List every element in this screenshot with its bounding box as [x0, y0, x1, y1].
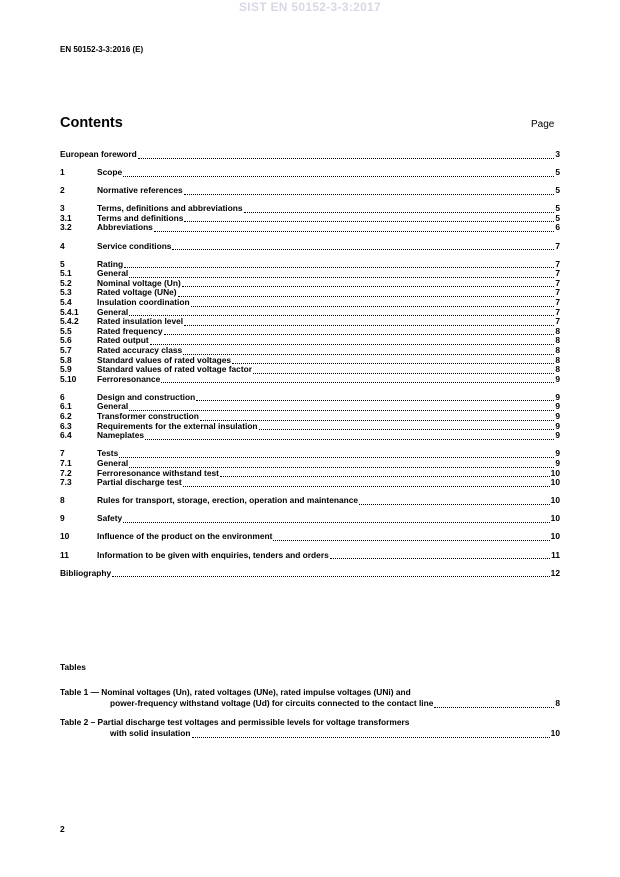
toc-entry-number: 5.9 [60, 364, 72, 375]
leader-dots [182, 279, 555, 287]
toc-entry-page: 7 [555, 316, 560, 327]
leader-dots [161, 375, 554, 383]
page-number: 2 [60, 824, 65, 834]
toc-entry[interactable] [60, 298, 560, 308]
toc-entry-title: Abbreviations [97, 222, 153, 233]
toc-entry-title: Transformer construction [97, 411, 199, 422]
leader-dots [184, 318, 554, 326]
toc-table-page: 10 [550, 728, 560, 738]
toc-table-entry[interactable] [60, 717, 560, 739]
document-header: EN 50152-3-3:2016 (E) [60, 45, 144, 54]
toc-entry-number: 11 [60, 549, 69, 560]
toc-entry-page: 5 [555, 212, 560, 223]
leader-dots [330, 551, 550, 559]
toc-entry-page: 9 [555, 448, 560, 459]
toc-entry-title: General [97, 306, 129, 317]
toc-entry-title: Nominal voltage (Un) [97, 277, 181, 288]
toc-entry-number: 6 [60, 391, 65, 402]
toc-entry-title: Terms, definitions and abbreviations [97, 203, 243, 214]
toc-entry[interactable] [60, 431, 560, 441]
toc-entry-page: 3 [555, 149, 560, 159]
leader-dots [434, 700, 554, 708]
toc-entry-page: 9 [555, 411, 560, 422]
toc-entry[interactable] [60, 532, 560, 542]
toc-entry-number: 7.2 [60, 467, 72, 478]
toc-entry[interactable] [60, 449, 560, 459]
toc-entry-title: Rules for transport, storage, erection, operation and maintenance [97, 495, 359, 506]
leader-dots [253, 366, 554, 374]
toc-entry-page: 9 [555, 373, 560, 384]
toc-entry[interactable] [60, 478, 560, 488]
toc-entry-title: Rating [97, 258, 124, 269]
toc-entry-page: 7 [555, 277, 560, 288]
toc-entry-number: 5.7 [60, 345, 72, 355]
page-column-label: Page [531, 119, 555, 130]
leader-dots [359, 497, 550, 505]
toc-entry-number: 5.4.1 [60, 306, 79, 317]
toc-entry[interactable] [60, 459, 560, 469]
toc-entry-number: 5.4.2 [60, 316, 79, 327]
toc-entry-number: 3 [60, 203, 65, 214]
toc-entry-page: 9 [555, 420, 560, 431]
toc-entry-page: 5 [555, 203, 560, 214]
leader-dots [244, 205, 555, 213]
leader-dots [124, 260, 554, 268]
toc-entry-page: 7 [555, 287, 560, 298]
toc-entry[interactable] [60, 168, 560, 178]
leader-dots [196, 393, 554, 401]
toc-entry-title: Insulation coordination [97, 297, 190, 308]
toc-entry[interactable] [60, 514, 560, 524]
leader-dots [172, 242, 554, 250]
toc-entry-title: Nameplates [97, 430, 145, 441]
toc-entry-title: Standard values of rated voltages [97, 354, 232, 365]
toc-entry[interactable] [60, 269, 560, 279]
toc-entry-title: Requirements for the external insulation [97, 420, 258, 431]
toc-entry-page: 7 [555, 297, 560, 308]
leader-dots [129, 460, 554, 468]
toc-entry-page: 10 [550, 531, 560, 542]
leader-dots [129, 270, 554, 278]
toc-entry-page: 8 [555, 335, 560, 346]
watermark: SIST EN 50152-3-3:2017 [238, 0, 381, 14]
toc-entry-number: 5.8 [60, 354, 72, 365]
toc-entry-number: 6.3 [60, 420, 72, 431]
toc-table-title-line1: Table 2 – Partial discharge test voltages and permissible levels for voltage transformers [60, 717, 410, 727]
page-title: Contents [60, 115, 123, 131]
toc-entry-number: 5.2 [60, 277, 72, 288]
toc-entry-title: Safety [97, 513, 123, 524]
toc-entry-title: Bibliography [60, 567, 112, 578]
toc-entry-number: 6.2 [60, 411, 72, 422]
toc-entry-page: 9 [555, 391, 560, 402]
toc-entry-page: 10 [550, 467, 560, 478]
toc-entry-page: 8 [555, 325, 560, 336]
toc-entry-page: 9 [555, 457, 560, 468]
toc-entry-number: 6.4 [60, 430, 72, 441]
toc-entry-number: 7.1 [60, 457, 72, 468]
leader-dots [123, 515, 550, 523]
toc-entry-page: 12 [550, 567, 560, 578]
toc-entry[interactable] [60, 569, 560, 579]
toc-entry[interactable] [60, 260, 560, 270]
toc-entry-number: 2 [60, 185, 65, 196]
toc-entry-title: Service conditions [97, 240, 172, 251]
leader-dots [154, 224, 554, 232]
leader-dots [220, 469, 550, 477]
leader-dots [183, 479, 550, 487]
tables-heading: Tables [60, 662, 86, 672]
toc-entry-page: 10 [550, 477, 560, 488]
toc-entry[interactable] [60, 402, 560, 412]
toc-entry-title: Ferroresonance withstand test [97, 467, 219, 478]
toc-entry-title: Rated insulation level [97, 316, 184, 327]
toc-entry-page: 10 [550, 495, 560, 506]
toc-entry[interactable] [60, 308, 560, 318]
leader-dots [119, 450, 554, 458]
toc-entry[interactable] [60, 551, 560, 561]
toc-table-title-line1: Table 1 — Nominal voltages (Un), rated voltages (UNe), rated impulse voltages (UNi) and [60, 687, 411, 697]
toc-entry-page: 7 [555, 240, 560, 251]
leader-dots [112, 569, 549, 577]
toc-entry-number: 5.10 [60, 373, 77, 384]
leader-dots [184, 214, 554, 222]
toc-entry-number: 5 [60, 258, 65, 269]
toc-entry-number: 4 [60, 240, 65, 251]
toc-entry-title: Scope [97, 167, 123, 178]
leader-dots [123, 169, 554, 177]
toc-entry-title: General [97, 401, 129, 412]
toc-entry-page: 7 [555, 258, 560, 269]
toc-entry-title: Partial discharge test [97, 477, 182, 488]
toc-entry-number: 8 [60, 495, 65, 506]
toc-entry-title: General [97, 268, 129, 279]
toc-entry-title: Standard values of rated voltage factor [97, 364, 252, 375]
toc-entry-number: 5.3 [60, 287, 72, 298]
toc-entry-page: 10 [550, 513, 560, 524]
leader-dots [183, 347, 554, 355]
leader-dots [259, 422, 555, 430]
leader-dots [145, 432, 554, 440]
toc-entry-title: Ferroresonance [97, 373, 161, 384]
toc-entry-page: 8 [555, 345, 560, 355]
toc-entry[interactable] [60, 223, 560, 233]
toc-entry-title: Rated voltage (UNe) [97, 287, 177, 298]
toc-entry-title: Normative references [97, 185, 183, 196]
leader-dots [191, 299, 555, 307]
leader-dots [184, 187, 555, 195]
toc-entry-page: 7 [555, 306, 560, 317]
leader-dots [192, 730, 550, 738]
toc-entry-title: Influence of the product on the environment [97, 531, 273, 542]
toc-entry-title: Design and construction [97, 391, 196, 402]
leader-dots [138, 151, 555, 159]
toc-entry-page: 9 [555, 401, 560, 412]
leader-dots [129, 403, 554, 411]
toc-entry-title: Tests [97, 448, 119, 459]
toc-entry[interactable] [60, 393, 560, 403]
toc-entry-page: 9 [555, 430, 560, 441]
toc-entry-title: Rated frequency [97, 325, 163, 336]
toc-entry[interactable] [60, 150, 560, 160]
leader-dots [178, 289, 555, 297]
toc-entry-page: 8 [555, 364, 560, 375]
leader-dots [200, 413, 554, 421]
leader-dots [164, 327, 555, 335]
toc-table-page: 8 [555, 698, 560, 708]
toc-entry[interactable] [60, 242, 560, 252]
toc-entry-number: 10 [60, 531, 70, 542]
toc-entry-number: 1 [60, 167, 65, 178]
toc-entry[interactable] [60, 375, 560, 385]
toc-entry-number: 5.4 [60, 297, 72, 308]
toc-entry-number: 3.2 [60, 222, 72, 233]
toc-entry-page: 6 [555, 222, 560, 233]
toc-entry-title: Rated output [97, 335, 149, 346]
leader-dots [232, 356, 554, 364]
toc-entry-title: Rated accuracy class [97, 345, 183, 355]
toc-entry-page: 5 [555, 185, 560, 196]
toc-entry[interactable] [60, 186, 560, 196]
toc-entry-title: General [97, 457, 129, 468]
toc-entry-page: 8 [555, 354, 560, 365]
table-of-contents [60, 150, 560, 578]
leader-dots [150, 337, 555, 345]
toc-table-entry[interactable] [60, 687, 560, 709]
toc-table-title-line2: power-frequency withstand voltage (Ud) for circuits connected to the contact line [110, 698, 434, 708]
toc-entry-title: Terms and definitions [97, 212, 184, 223]
toc-entry-title: Information to be given with enquiries, tenders and orders [97, 549, 329, 560]
toc-entry-number: 5.6 [60, 335, 72, 346]
toc-entry-number: 9 [60, 513, 65, 524]
toc-table-title-line2: with solid insulation [110, 728, 191, 738]
leader-dots [273, 533, 549, 541]
toc-entry-page: 7 [555, 268, 560, 279]
toc-entry-title: European foreword [60, 149, 137, 159]
toc-entry-number: 3.1 [60, 212, 72, 223]
toc-entry[interactable] [60, 496, 560, 506]
leader-dots [129, 308, 554, 316]
toc-entry-page: 11 [551, 549, 560, 560]
toc-entry-page: 5 [555, 167, 560, 178]
toc-entry-number: 5.5 [60, 325, 72, 336]
toc-entry-number: 7 [60, 448, 65, 459]
toc-entry-number: 7.3 [60, 477, 72, 488]
toc-entry-number: 6.1 [60, 401, 72, 412]
toc-entry-number: 5.1 [60, 268, 72, 279]
